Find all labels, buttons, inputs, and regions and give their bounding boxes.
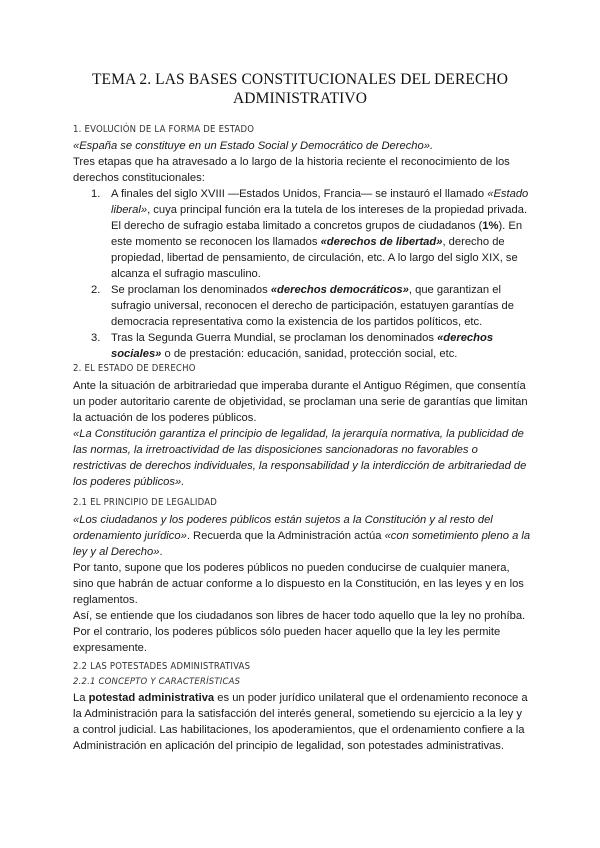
- inline-text: es un poder jurídico unilateral que el ordenamiento reconoce a la Administración para la satisfacción del interés general, sometiendo su ejercicio a la ley y a control judicial. Las habilitaciones, los apoderamientos, que el ordenamiento confiere a la Administración en aplicación del principio de legalidad, son potestades administrativas.: [73, 692, 528, 752]
- section-2-2-1-body: [73, 690, 531, 754]
- stages-list: [73, 186, 531, 362]
- list-item-text: , que garantizan el sufragio universal, reconocen el derecho de participación, estatuyen garantías de democracia representativa como la existencia de los partidos políticos, etc.: [111, 284, 515, 328]
- title-line-1: TEMA 2. LAS BASES CONSTITUCIONALES DEL DERECHO: [91, 71, 509, 88]
- section-2-2-1-paragraph: [73, 690, 531, 754]
- list-item-term: «derechos sociales»: [111, 332, 494, 360]
- list-item-term: «derechos democráticos»: [270, 284, 409, 296]
- section-2-2-heading: 2.2 LAS POTESTADES ADMINISTRATIVAS: [73, 661, 251, 672]
- section-2-heading: 2. EL ESTADO DE DERECHO: [73, 363, 196, 374]
- section-1-heading: 1. EVOLUCIÓN DE LA FORMA DE ESTADO: [73, 124, 255, 135]
- section-2-2-1-heading: 2.2.1 CONCEPTO Y CARACTERÍSTICAS: [73, 677, 241, 687]
- inline-text: La: [73, 692, 89, 704]
- list-item-emphasis: «Estado liberal»: [111, 188, 529, 216]
- section-2-quote: «La Constitución garantiza el principio de legalidad, la jerarquía normativa, la publicidad de las normas, la irretroactividad de las disposiciones sancionadoras no favorables o restrictivas de derechos individuales, la responsabilidad y la interdicción de arbitrariedad de los poderes públicos».: [73, 428, 527, 488]
- legal-quote: «con sometimiento pleno a la ley y al Derecho»: [73, 530, 531, 558]
- list-item-text: , cuya principal función era la tutela de los intereses de la propiedad privada. El derecho de sufragio estaba limitado a concretos grupos de ciudadanos (: [111, 204, 528, 232]
- list-item-text: o de prestación: educación, sanidad, protección social, etc.: [161, 348, 458, 360]
- list-item-number: 1.: [91, 188, 101, 200]
- list-item-text: ). En este momento se reconocen los llamados: [111, 220, 523, 248]
- section-2-body: [73, 378, 531, 490]
- section-2-1-heading: 2.1 EL PRINCIPIO DE LEGALIDAD: [73, 497, 218, 508]
- section-2-1-quote-paragraph: [73, 512, 531, 560]
- list-item-term: «derechos de libertad»: [320, 236, 443, 248]
- section-2-1-paragraph-1: Por tanto, supone que los poderes públicos no pueden conducirse de cualquier manera, sino que habrán de actuar conforme a lo dispuesto en la Constitución, en las leyes y en los reglamentos.: [73, 562, 524, 606]
- list-item: [73, 282, 531, 330]
- section-1-body: [73, 138, 531, 362]
- section-1-quote: «España se constituye en un Estado Social y Democrático de Derecho».: [73, 140, 434, 152]
- document-title: [60, 70, 540, 108]
- list-item-number: 3.: [91, 332, 101, 344]
- list-item: [73, 330, 531, 362]
- section-1-intro: Tres etapas que ha atravesado a lo largo de la historia reciente el reconocimiento de los derechos constitucionales:: [73, 156, 510, 184]
- list-item-number: 2.: [91, 284, 101, 296]
- inline-text: . Recuerda que la Administración actúa: [186, 530, 385, 542]
- list-item-text: Se proclaman los denominados: [111, 284, 271, 296]
- list-item: [73, 186, 531, 282]
- section-2-1-body: [73, 512, 531, 656]
- list-item-text: , derecho de propiedad, libertad de pensamiento, de circulación, etc. A lo largo del siglo XIX, se alcanza el sufragio masculino.: [111, 236, 518, 280]
- defined-term: potestad administrativa: [88, 692, 215, 704]
- section-2-paragraph: Ante la situación de arbitrariedad que imperaba durante el Antiguo Régimen, que consentía un poder autoritario carente de objetividad, se proclaman una serie de garantías que limitan la actuación de los poderes públicos.: [73, 380, 528, 424]
- section-2-1-paragraph-2: Así, se entiende que los ciudadanos son libres de hacer todo aquello que la ley no prohíba. Por el contrario, los poderes públicos sólo pueden hacer aquello que la ley les permite expresamente.: [73, 610, 526, 654]
- list-item-text: Tras la Segunda Guerra Mundial, se proclaman los denominados: [111, 332, 438, 344]
- list-item-bold: 1%: [482, 220, 499, 232]
- inline-text: .: [159, 546, 163, 558]
- title-line-2: ADMINISTRATIVO: [232, 90, 367, 107]
- legal-quote: «Los ciudadanos y los poderes públicos están sujetos a la Constitución y al resto del ordenamiento jurídico»: [73, 514, 493, 542]
- list-item-text: A finales del siglo XVIII —Estados Unidos, Francia— se instauró el llamado: [111, 188, 488, 200]
